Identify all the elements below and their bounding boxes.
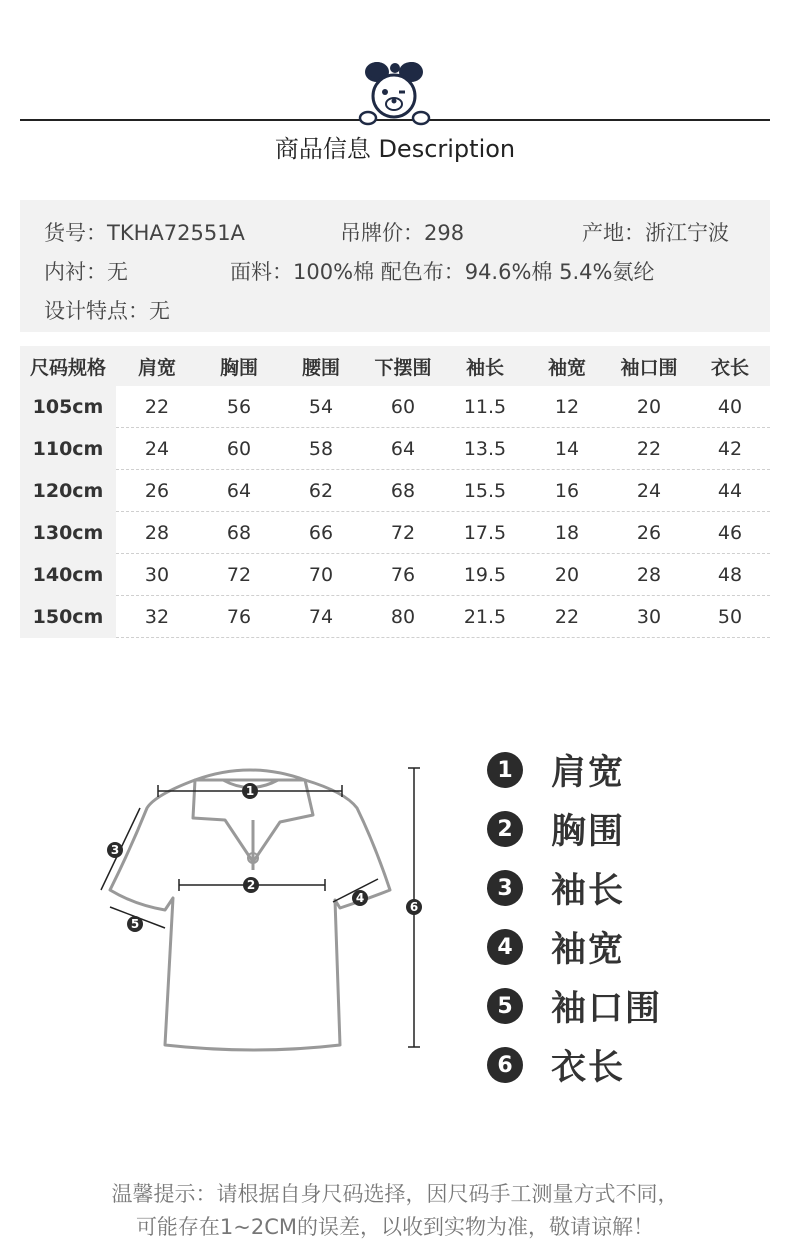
table-cell: 60: [390, 396, 416, 418]
table-cell: 70: [308, 564, 334, 586]
table-cell: 58: [308, 438, 334, 460]
table-cell: 26: [636, 522, 662, 544]
table-cell: 80: [390, 606, 416, 628]
legend-label: 胸围: [551, 812, 626, 852]
legend-label: 袖长: [551, 871, 626, 911]
table-cell: 22: [636, 438, 662, 460]
header-cell: 肩宽: [137, 356, 176, 379]
row-divider: [116, 637, 770, 638]
table-cell: 28: [636, 564, 662, 586]
table-row: [20, 386, 770, 428]
shirt-measurement-diagram: [95, 760, 445, 1060]
fabric: 面料：100%棉 配色布：94.6%棉 5.4%氨纶: [230, 260, 655, 284]
legend-item-cuff: [487, 981, 662, 1031]
table-cell: 11.5: [463, 396, 507, 418]
table-row: [20, 596, 770, 638]
legend-item-sleeve-width: [487, 922, 625, 972]
size-label-cell: 140cm: [20, 554, 116, 596]
legend-number: 2: [487, 811, 523, 847]
table-cell: 30: [636, 606, 662, 628]
legend-item-sleeve-length: [487, 863, 625, 913]
legend-label: 衣长: [551, 1048, 626, 1088]
table-cell: 72: [226, 564, 252, 586]
header-cell: 袖长: [465, 356, 504, 379]
table-cell: 60: [226, 438, 252, 460]
size-table: [20, 346, 770, 638]
tag-price: 吊牌价：298: [340, 221, 465, 245]
table-cell: 72: [390, 522, 416, 544]
table-cell: 24: [636, 480, 662, 502]
table-cell: 76: [390, 564, 416, 586]
header-cell: 胸围: [219, 356, 258, 379]
marker-3-label: 3: [110, 843, 120, 857]
origin: 产地：浙江宁波: [582, 221, 729, 245]
bear-mascot-icon: [355, 60, 435, 126]
table-cell: 74: [308, 606, 334, 628]
table-cell: 20: [636, 396, 662, 418]
legend-number: 1: [487, 752, 523, 788]
legend-item-length: [487, 1040, 625, 1090]
legend-number: 4: [487, 929, 523, 965]
table-cell: 76: [226, 606, 252, 628]
legend-label: 袖口围: [551, 989, 663, 1029]
table-cell: 42: [717, 438, 743, 460]
table-row: [20, 554, 770, 596]
table-row: [20, 512, 770, 554]
table-cell: 44: [717, 480, 743, 502]
table-cell: 24: [144, 438, 170, 460]
table-cell: 48: [717, 564, 743, 586]
legend-item-shoulder: [487, 745, 625, 795]
table-cell: 68: [226, 522, 252, 544]
table-cell: 40: [717, 396, 743, 418]
table-cell: 46: [717, 522, 743, 544]
table-cell: 64: [226, 480, 252, 502]
table-cell: 32: [144, 606, 170, 628]
header-cell: 尺码规格: [29, 356, 106, 379]
legend-number: 3: [487, 870, 523, 906]
legend-number: 6: [487, 1047, 523, 1083]
legend-number: 5: [487, 988, 523, 1024]
lining: 内衬：无: [44, 260, 128, 284]
table-cell: 28: [144, 522, 170, 544]
table-cell: 12: [554, 396, 580, 418]
header-cell: 下摆围: [374, 356, 432, 379]
page-title: 商品信息 Description: [274, 135, 516, 163]
table-cell: 19.5: [463, 564, 507, 586]
table-cell: 14: [554, 438, 580, 460]
size-label-cell: 130cm: [20, 512, 116, 554]
tip-line-1: 温馨提示：请根据自身尺码选择，因尺码手工测量方式不同，: [111, 1182, 679, 1206]
table-cell: 54: [308, 396, 334, 418]
legend-label: 袖宽: [551, 930, 626, 970]
marker-6-label: 6: [409, 900, 419, 914]
table-cell: 22: [554, 606, 580, 628]
table-cell: 18: [554, 522, 580, 544]
legend-item-chest: [487, 804, 625, 854]
table-cell: 30: [144, 564, 170, 586]
legend-label: 肩宽: [551, 753, 626, 793]
table-row: [20, 428, 770, 470]
header-cell: 衣长: [710, 356, 749, 379]
tip-line-2: 可能存在1~2CM的误差，以收到实物为准，敬请谅解！: [135, 1215, 655, 1239]
table-cell: 15.5: [463, 480, 507, 502]
table-cell: 64: [390, 438, 416, 460]
table-cell: 26: [144, 480, 170, 502]
table-cell: 16: [554, 480, 580, 502]
size-label-cell: 110cm: [20, 428, 116, 470]
header-cell: 腰围: [301, 356, 340, 379]
design-features: 设计特点：无: [44, 299, 170, 323]
shirt-outline: [110, 780, 390, 1050]
size-label-cell: 105cm: [20, 386, 116, 428]
table-cell: 17.5: [463, 522, 507, 544]
item-number: 货号：TKHA72551A: [44, 221, 245, 245]
table-cell: 20: [554, 564, 580, 586]
product-info-panel: [20, 200, 770, 332]
table-cell: 21.5: [463, 606, 507, 628]
table-cell: 22: [144, 396, 170, 418]
header-cell: 袖宽: [547, 356, 586, 379]
marker-2-label: 2: [246, 878, 256, 892]
size-label-cell: 120cm: [20, 470, 116, 512]
table-cell: 13.5: [463, 438, 507, 460]
marker-5-label: 5: [130, 917, 140, 931]
table-header-row: [20, 346, 770, 386]
table-cell: 50: [717, 606, 743, 628]
table-row: [20, 470, 770, 512]
marker-4-label: 4: [355, 891, 365, 905]
table-cell: 56: [226, 396, 252, 418]
header-cell: 袖口围: [620, 356, 678, 379]
table-cell: 68: [390, 480, 416, 502]
size-label-cell: 150cm: [20, 596, 116, 638]
table-cell: 66: [308, 522, 334, 544]
table-cell: 62: [308, 480, 334, 502]
marker-1-label: 1: [245, 784, 255, 798]
